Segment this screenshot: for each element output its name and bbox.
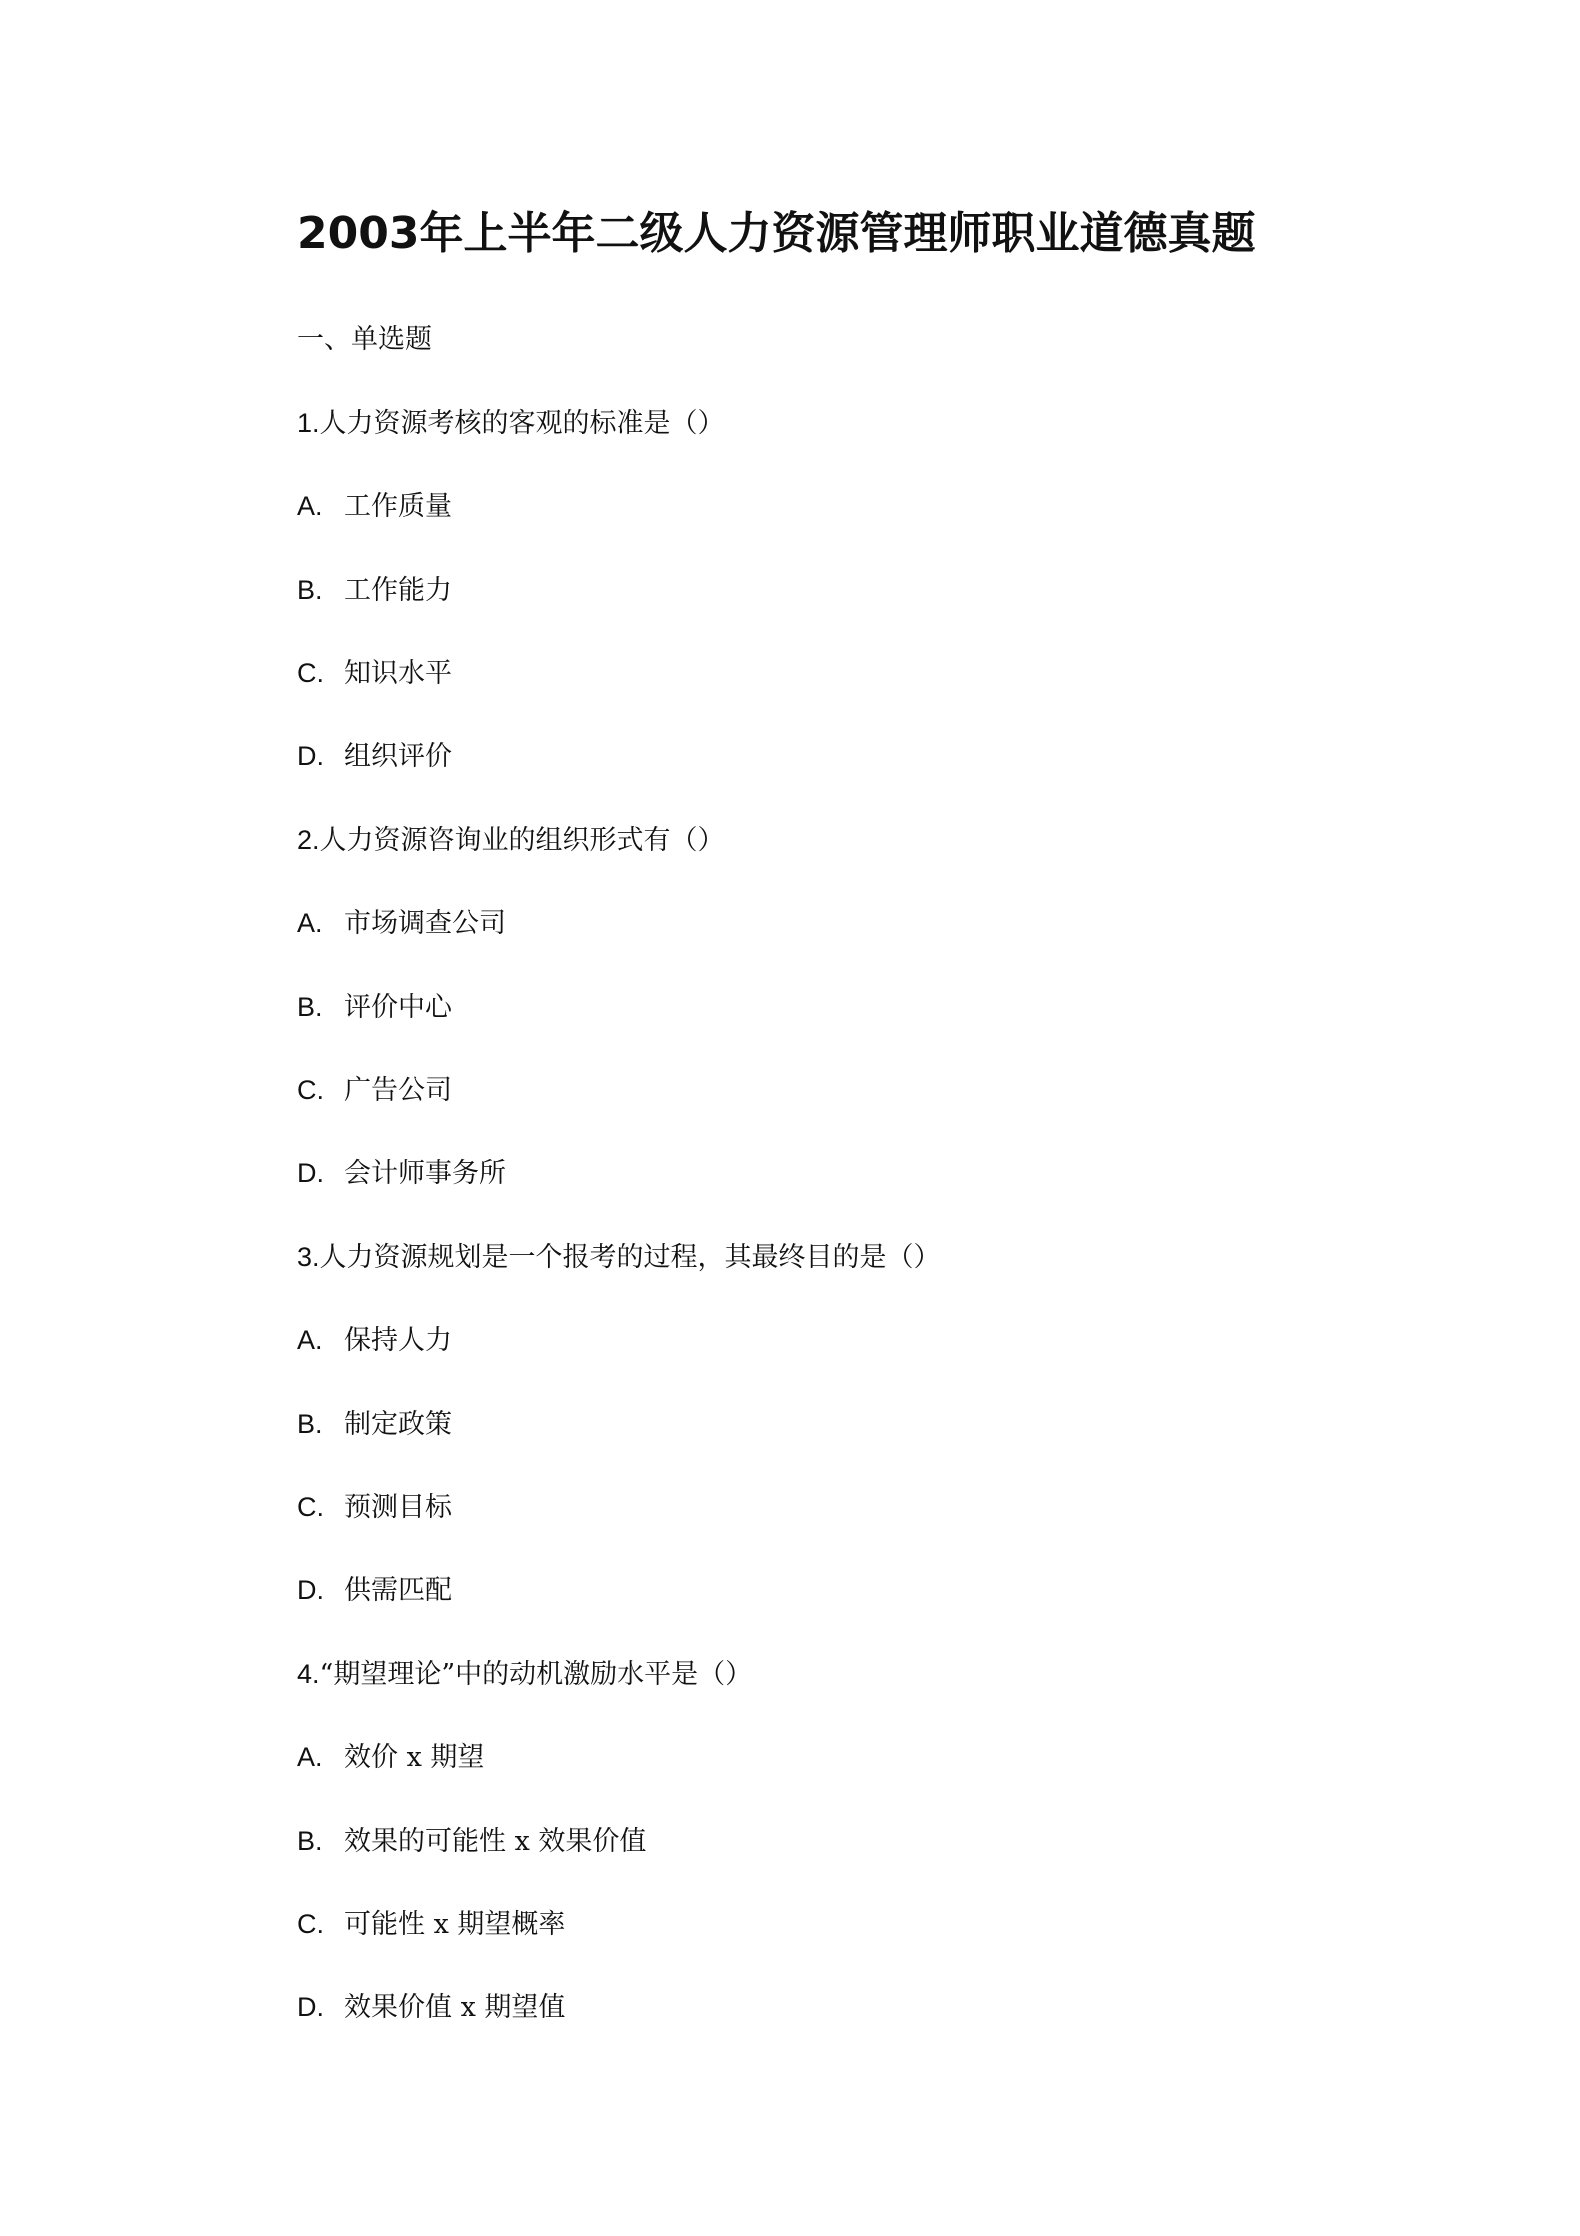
question-number: 1.	[297, 408, 320, 438]
question-number: 2.	[297, 825, 320, 855]
question-2	[297, 818, 725, 862]
option-letter: C.	[297, 1492, 324, 1522]
option-text: 评价中心	[344, 992, 452, 1023]
option-text: 会计师事务所	[344, 1158, 506, 1189]
option-1a	[297, 484, 452, 528]
option-3d	[297, 1568, 452, 1612]
option-letter: B.	[297, 992, 323, 1022]
question-3	[297, 1235, 941, 1279]
option-letter: B.	[297, 575, 323, 605]
option-text: 组织评价	[344, 741, 452, 772]
question-text: 人力资源规划是一个报考的过程，其最终目的是（）	[319, 1242, 941, 1273]
option-text: 知识水平	[344, 658, 452, 689]
section-heading: 一、单选题	[297, 324, 432, 355]
option-letter: D.	[297, 741, 324, 771]
option-letter: D.	[297, 1992, 324, 2022]
option-text: 市场调查公司	[344, 908, 506, 939]
option-4a	[297, 1735, 484, 1779]
option-text: 广告公司	[344, 1075, 452, 1106]
option-2a	[297, 901, 506, 945]
option-text: 效价 x 期望	[344, 1742, 485, 1773]
option-4b	[297, 1819, 646, 1863]
option-text: 工作质量	[344, 491, 452, 522]
option-letter: B.	[297, 1409, 323, 1439]
option-4d	[297, 1985, 565, 2029]
option-text: 预测目标	[344, 1492, 452, 1523]
option-letter: C.	[297, 1075, 324, 1105]
option-text: 可能性 x 期望概率	[344, 1909, 566, 1940]
option-letter: D.	[297, 1158, 324, 1188]
option-2b	[297, 985, 452, 1029]
option-letter: C.	[297, 1909, 324, 1939]
option-1b	[297, 568, 452, 612]
option-text: 保持人力	[344, 1325, 452, 1356]
option-3b	[297, 1402, 452, 1446]
question-text: “期望理论”中的动机激励水平是（）	[319, 1659, 753, 1690]
option-text: 供需匹配	[344, 1575, 452, 1606]
question-1	[297, 401, 725, 445]
question-number: 4.	[297, 1659, 320, 1689]
question-text: 人力资源考核的客观的标准是（）	[319, 408, 725, 439]
question-4	[297, 1652, 752, 1696]
question-number: 3.	[297, 1242, 320, 1272]
option-letter: A.	[297, 1742, 323, 1772]
question-text: 人力资源咨询业的组织形式有（）	[319, 825, 725, 856]
option-letter: B.	[297, 1826, 323, 1856]
option-letter: A.	[297, 908, 323, 938]
option-letter: C.	[297, 658, 324, 688]
option-text: 制定政策	[344, 1409, 452, 1440]
option-2c	[297, 1068, 452, 1112]
document-title: 2003年上半年二级人力资源管理师职业道德真题	[297, 208, 1256, 259]
option-4c	[297, 1902, 565, 1946]
option-text: 工作能力	[344, 575, 452, 606]
option-1c	[297, 651, 452, 695]
option-letter: A.	[297, 1325, 323, 1355]
option-2d	[297, 1151, 506, 1195]
option-3c	[297, 1485, 452, 1529]
option-1d	[297, 734, 452, 778]
option-text: 效果价值 x 期望值	[344, 1992, 566, 2023]
option-text: 效果的可能性 x 效果价值	[344, 1826, 647, 1857]
option-letter: D.	[297, 1575, 324, 1605]
option-3a	[297, 1318, 452, 1362]
option-letter: A.	[297, 491, 323, 521]
